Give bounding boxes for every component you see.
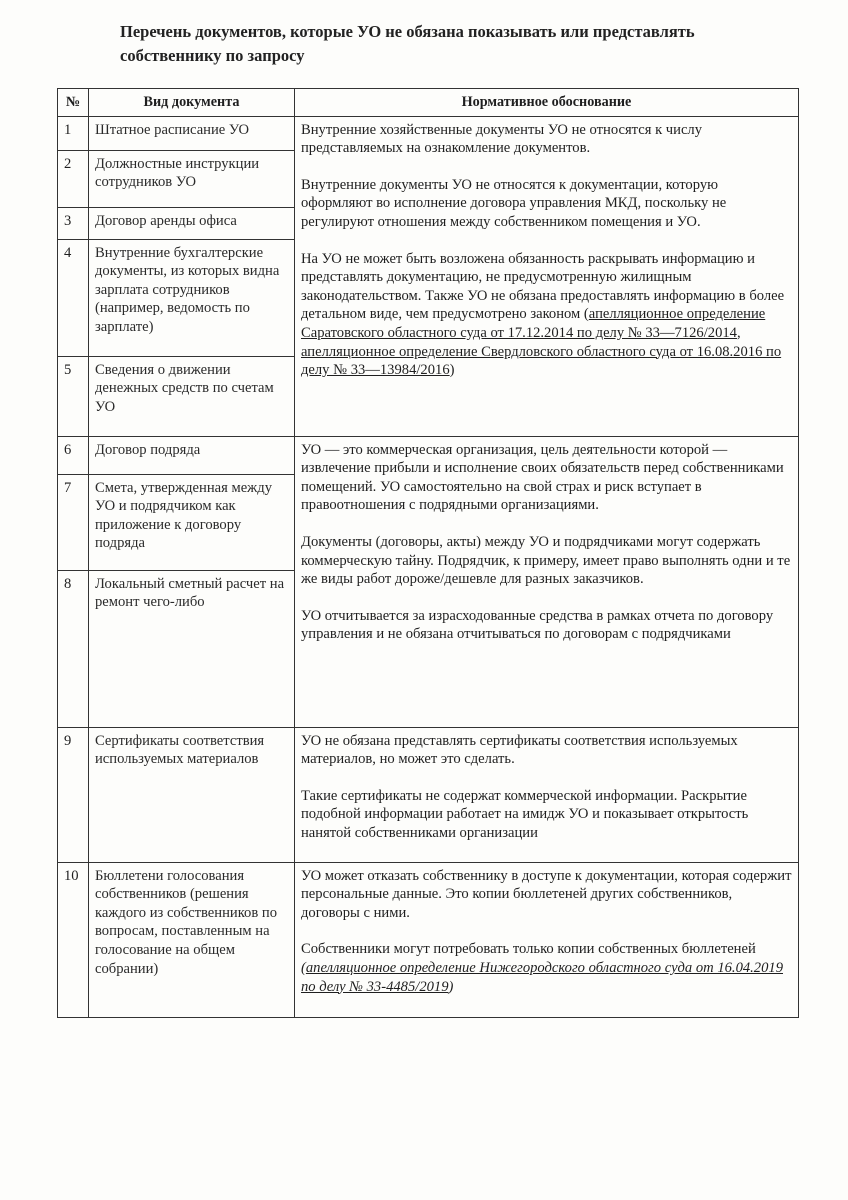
basis-cell-1	[295, 116, 799, 436]
row-number: 8	[58, 570, 89, 727]
basis-paragraph: Внутренние хозяйственные документы УО не относятся к числу представляемых на ознакомление документов.	[301, 121, 703, 157]
opening-paren: (	[301, 959, 306, 976]
basis-paragraph	[301, 940, 793, 996]
row-number: 7	[58, 474, 89, 570]
row-number: 6	[58, 436, 89, 474]
basis-cell-3	[295, 727, 799, 862]
table-row	[58, 116, 799, 150]
document-type: Внутренние бухгалтерские документы, из которых видна зарплата сотрудников (например, ведомость по зарплате)	[89, 239, 295, 356]
row-number: 4	[58, 239, 89, 356]
table-row	[58, 862, 799, 1017]
table-row	[58, 436, 799, 474]
basis-paragraph: УО — это коммерческая организация, цель деятельности которой — извлечение прибыли и исполнение своих обязательств перед собственниками помещений. УО самостоятельно на свой страх и риск вступает в правоотношения с подрядными организациями.	[301, 441, 784, 514]
row-number: 9	[58, 727, 89, 862]
row-number: 2	[58, 150, 89, 207]
document-type: Договор подряда	[89, 436, 295, 474]
document-type: Штатное расписание УО	[89, 116, 295, 150]
row-number: 10	[58, 862, 89, 1017]
basis-paragraph: УО отчитывается за израсходованные средства в рамках отчета по договору управления и не обязана отчитываться по договорам с подрядчиками	[301, 607, 774, 643]
document-type: Сертификаты соответствия используемых материалов	[89, 727, 295, 862]
row-number: 1	[58, 116, 89, 150]
documents-table	[57, 88, 799, 1018]
document-type: Договор аренды офиса	[89, 207, 295, 239]
basis-cell-2	[295, 436, 799, 727]
document-type: Локальный сметный расчет на ремонт чего-либо	[89, 570, 295, 727]
court-reference-link[interactable]: апелляционное определение Саратовского областного суда от 17.12.2014 по делу № 33—7126/2014	[301, 306, 766, 341]
basis-paragraph: УО может отказать собственнику в доступе к документации, которая содержит персональные данные. Это копии бюллетеней других собственников, договоры с ними.	[301, 867, 792, 921]
page-title: Перечень документов, которые УО не обязана показывать или представлять собственнику по запросу	[120, 22, 695, 65]
court-reference-link[interactable]: апелляционное определение Свердловского областного суда от 16.08.2016 по делу № 33—13984/2016	[301, 343, 782, 379]
header-basis: Нормативное обоснование	[295, 89, 799, 117]
basis-paragraph: Внутренние документы УО не относятся к документации, которую оформляют во исполнение договора управления МКД, поскольку не регулируют отношения между собственником помещения и УО.	[301, 176, 727, 230]
basis-cell-4	[295, 862, 799, 1017]
row-number: 5	[58, 356, 89, 436]
document-type: Смета, утвержденная между УО и подрядчиком как приложение к договору подряда	[89, 474, 295, 570]
document-type: Бюллетени голосования собственников (решения каждого из собственников по вопросам, поставленным на голосование на общем собрании)	[89, 862, 295, 1017]
closing-paren: )	[449, 362, 455, 379]
basis-text: Собственники могут потребовать только копии собственных бюллетеней	[301, 941, 756, 958]
header-doc-type: Вид документа	[89, 89, 295, 117]
table-header-row	[58, 89, 799, 117]
document-type: Сведения о движении денежных средств по счетам УО	[89, 356, 295, 436]
separator: ,	[736, 324, 741, 341]
court-reference-link[interactable]: апелляционное определение Нижегородского областного суда от 16.04.2019 по делу № 33-4485/2019	[301, 959, 783, 995]
table-row	[58, 727, 799, 862]
header-num: №	[58, 89, 89, 117]
basis-paragraph: Такие сертификаты не содержат коммерческой информации. Раскрытие подобной информации работает на имидж УО и показывает открытость нанятой собственниками организации	[301, 787, 749, 841]
basis-paragraph: Документы (договоры, акты) между УО и подрядчиками могут содержать коммерческую тайну. Подрядчик, к примеру, имеет право выполнять одни и те же виды работ дороже/дешевле для разных заказчиков.	[301, 533, 791, 588]
row-number: 3	[58, 207, 89, 239]
basis-paragraph	[301, 250, 793, 380]
basis-paragraph: УО не обязана представлять сертификаты соответствия используемых материалов, но может это сделать.	[301, 732, 738, 768]
document-type: Должностные инструкции сотрудников УО	[89, 150, 295, 207]
basis-text: На УО не может быть возложена обязанность раскрывать информацию и представлять документацию, не предусмотренную жилищным законодательством. Также УО не обязана предоставлять информацию в более детальном виде, чем предусмотрено законом (	[301, 250, 785, 323]
closing-paren: )	[448, 978, 454, 995]
